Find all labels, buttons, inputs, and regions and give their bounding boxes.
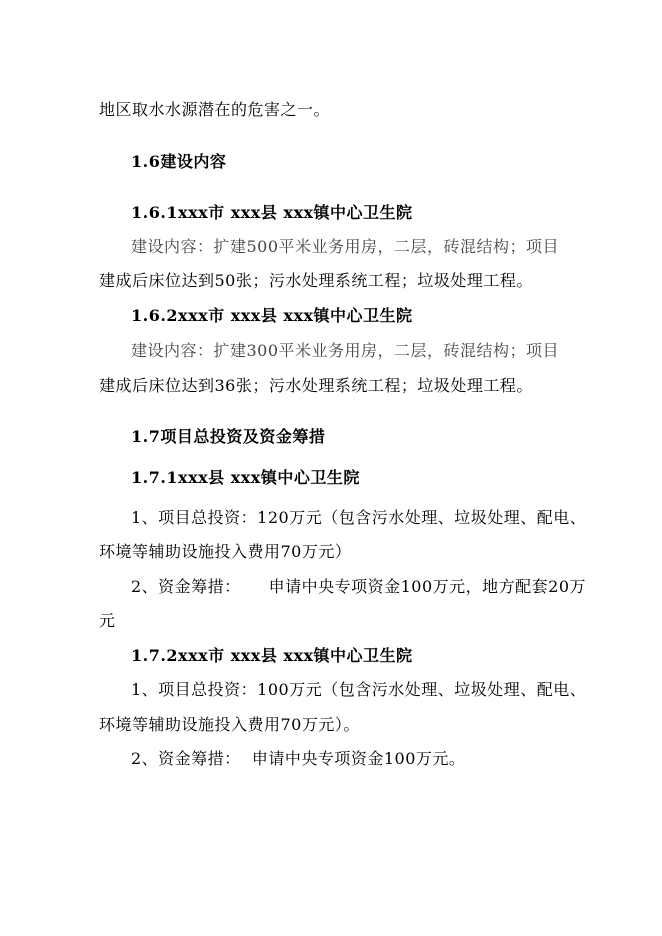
section-1-7-heading: 1.7项目总投资及资金筹措: [131, 427, 326, 446]
intro-paragraph-tail: 地区取水水源潜在的危害之一。: [99, 100, 331, 119]
subsection-1-6-2-text-line2: 建成后床位达到36张；污水处理系统工程；垃圾处理工程。: [99, 376, 533, 395]
subsection-1-7-1-item1-line1: 1、项目总投资：120万元（包含污水处理、垃圾处理、配电、: [131, 508, 587, 527]
subsection-1-7-1-item2-line1: 2、资金筹措： 申请中央专项资金100万元，地方配套20万: [131, 577, 587, 596]
subsection-1-7-1-heading: 1.7.1xxx县 xxx镇中心卫生院: [131, 468, 360, 487]
subsection-1-7-1-item1-line2: 环境等辅助设施投入费用70万元）: [99, 542, 352, 561]
subsection-1-6-1-text-line1: 建设内容：扩建500平米业务用房，二层，砖混结构；项目: [131, 237, 560, 256]
subsection-1-7-2-item1-line1: 1、项目总投资：100万元（包含污水处理、垃圾处理、配电、: [131, 680, 587, 699]
subsection-1-7-2-item1-line2: 环境等辅助设施投入费用70万元）。: [99, 715, 360, 734]
subsection-1-6-2-text-line1: 建设内容：扩建300平米业务用房，二层，砖混结构；项目: [131, 341, 560, 360]
subsection-1-7-1-item2-line2: 元: [99, 611, 116, 630]
subsection-1-7-2-item2-line1: 2、资金筹措： 申请中央专项资金100万元。: [131, 749, 466, 768]
section-1-6-heading: 1.6建设内容: [131, 152, 227, 171]
subsection-1-6-1-heading: 1.6.1xxx市 xxx县 xxx镇中心卫生院: [131, 203, 413, 222]
subsection-1-6-2-heading: 1.6.2xxx市 xxx县 xxx镇中心卫生院: [131, 306, 413, 325]
subsection-1-6-1-text-line2: 建成后床位达到50张；污水处理系统工程；垃圾处理工程。: [99, 271, 533, 290]
subsection-1-7-2-heading: 1.7.2xxx市 xxx县 xxx镇中心卫生院: [131, 646, 413, 665]
